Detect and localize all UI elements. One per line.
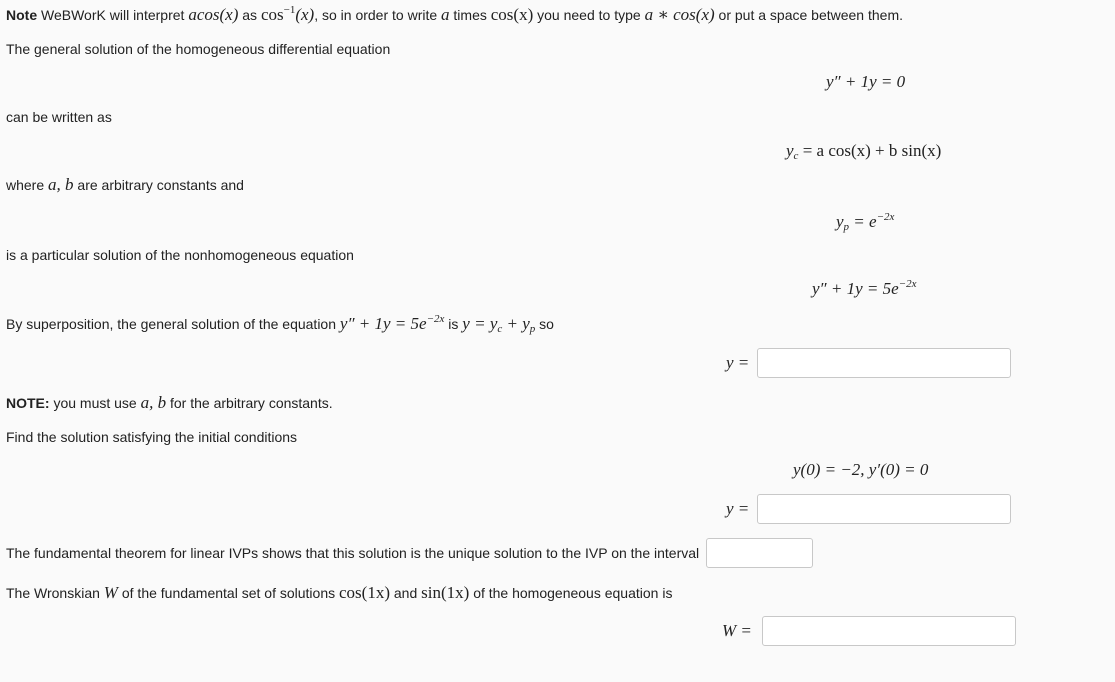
- interval-input[interactable]: [706, 538, 813, 568]
- note-line: Note WeBWorK will interpret acos(x) as $\cos^{-1}(x)$, so in order to write a times cos(x) you need to type a ∗ cos(x) or put a space between them.: [6, 4, 903, 24]
- ivp-solution-input[interactable]: [757, 494, 1011, 524]
- general-solution-input[interactable]: [757, 348, 1011, 378]
- intro-text: The general solution of the homogeneous differential equation: [6, 41, 391, 57]
- note-label: Note: [6, 7, 38, 23]
- yp-equation: yp = $e^{-2x}$: [836, 211, 895, 233]
- wronskian-input[interactable]: [762, 616, 1016, 646]
- math-arccos: $\cos^{-1}(x)$: [260, 4, 315, 24]
- superposition-line: By superposition, the general solution of the equation $y'' + 1y = 5e^{-2x}$ is y = yc + yp so: [6, 313, 554, 335]
- wronskian-line: The Wronskian W of the fundamental set of solutions cos(1x) and sin(1x) of the homogeneous equation is: [6, 583, 673, 602]
- answer3-label: W =: [722, 621, 752, 640]
- nonhomogeneous-equation: $y'' + 1y = 5e^{-2x}$: [812, 278, 917, 298]
- particular-text: is a particular solution of the nonhomogeneous equation: [6, 247, 354, 263]
- math-acos: acos(x): [188, 5, 239, 24]
- where-text: where a, b are arbitrary constants and: [6, 175, 244, 194]
- find-solution-text: Find the solution satisfying the initial conditions: [6, 429, 298, 445]
- answer1-label: y =: [726, 353, 750, 372]
- yc-equation: yc = a cos(x) + b sin(x): [786, 141, 942, 162]
- answer2-label: y =: [726, 499, 750, 518]
- initial-conditions: y(0) = −2, y′(0) = 0: [793, 460, 929, 479]
- homogeneous-equation: y″ + 1y = 0: [826, 72, 906, 91]
- theorem-text: The fundamental theorem for linear IVPs shows that this solution is the unique solution to the IVP on the interval: [6, 545, 700, 561]
- can-be-written-text: can be written as: [6, 109, 112, 125]
- note2-line: NOTE: you must use a, b for the arbitrary constants.: [6, 393, 333, 412]
